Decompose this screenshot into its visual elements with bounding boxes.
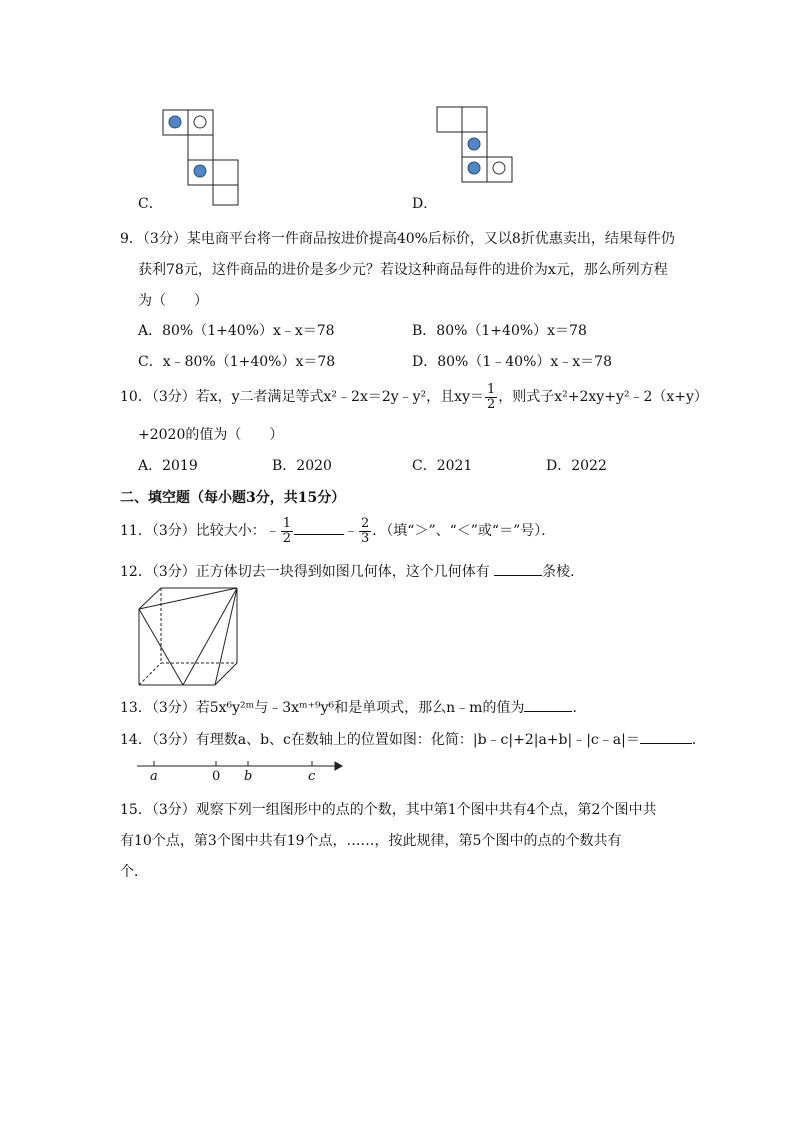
net-square bbox=[462, 107, 487, 132]
net-square bbox=[437, 107, 462, 132]
q10-option-d[interactable]: D．2022 bbox=[546, 458, 607, 474]
label-b: b bbox=[244, 769, 253, 784]
label-0: 0 bbox=[212, 769, 221, 784]
q11-f1-num: 1 bbox=[282, 515, 292, 531]
q13-text: 13．（3分）若5x⁶y²ᵐ与﹣3xᵐ⁺⁹y⁶和是单项式，那么n﹣m的值为 bbox=[120, 700, 525, 716]
q11-f1-den: 2 bbox=[282, 530, 292, 546]
q11-fraction2 bbox=[359, 517, 371, 546]
q11-suffix: ．（填“＞”、“＜”或“＝”号）． bbox=[372, 523, 556, 539]
q12-cut-cube-figure bbox=[135, 585, 245, 690]
q10-prefix: 10．（3分）若x，y二者满足等式x²﹣2x＝2y﹣y²，且xy＝ bbox=[120, 389, 484, 405]
filled-dot bbox=[468, 138, 480, 150]
q9-line2: 获利78元，这件商品的进价是多少元？若设这种商品每件的进价为x元，那么所列方程 bbox=[138, 262, 668, 278]
q15-line1: 15．（3分）观察下列一组图形中的点的个数，其中第1个图中共有4个点，第2个图中共 bbox=[120, 802, 657, 818]
q12-prefix: 12．（3分）正方体切去一块得到如图几何体，这个几何体有 bbox=[120, 564, 495, 580]
q13-line bbox=[120, 697, 586, 717]
empty-dot bbox=[194, 116, 206, 128]
q11-minus1: ﹣ bbox=[265, 523, 280, 539]
q10-option-b[interactable]: B．2020 bbox=[272, 458, 332, 474]
filled-dot bbox=[468, 162, 480, 174]
q12-answer-blank[interactable] bbox=[494, 561, 542, 576]
number-line bbox=[135, 760, 345, 790]
q13-end: ． bbox=[572, 700, 587, 716]
q10-line2: +2020的值为（ ） bbox=[138, 427, 284, 443]
net-square bbox=[213, 160, 238, 185]
q9-line3: 为（ ） bbox=[138, 293, 208, 309]
q9-option-c[interactable]: C．x﹣80%（1+40%）x＝78 bbox=[138, 354, 336, 370]
net-square bbox=[188, 135, 213, 160]
q10-option-c[interactable]: C．2021 bbox=[412, 458, 473, 474]
q11-fraction1 bbox=[281, 517, 293, 546]
q11-minus2: ﹣ bbox=[344, 523, 359, 539]
option-d-net-svg bbox=[435, 105, 515, 185]
q9-option-b[interactable]: B．80%（1+40%）x＝78 bbox=[412, 323, 587, 339]
q12-suffix: 条棱． bbox=[542, 564, 585, 580]
option-c-label[interactable]: C． bbox=[138, 196, 163, 212]
label-a: a bbox=[150, 769, 158, 784]
q10-line1 bbox=[120, 382, 708, 412]
q10-frac-num: 1 bbox=[486, 381, 496, 397]
q13-answer-blank[interactable] bbox=[524, 697, 572, 712]
q10-option-a[interactable]: A．2019 bbox=[138, 458, 198, 474]
cube-edge bbox=[215, 663, 237, 685]
q11-answer-blank[interactable] bbox=[294, 520, 344, 535]
q10-suffix: ，则式子x²+2xy+y²﹣2（x+y） bbox=[498, 389, 708, 405]
q11-f2-num: 2 bbox=[361, 515, 370, 531]
q14-answer-blank[interactable] bbox=[640, 729, 692, 744]
q15-line2: 有10个点，第3个图中共有19个点，……，按此规律，第5个图中的点的个数共有 bbox=[120, 833, 622, 849]
q14-line bbox=[120, 729, 706, 749]
q9-line1: 9．（3分）某电商平台将一件商品按进价提高40%后标价，又以8折优惠卖出，结果每件仍 bbox=[120, 231, 675, 247]
section-heading: 二、填空题（每小题3分，共15分） bbox=[120, 490, 346, 506]
option-d-label[interactable]: D． bbox=[412, 196, 438, 212]
net-square bbox=[213, 185, 238, 205]
cube-edge bbox=[139, 588, 161, 609]
cut-edge bbox=[215, 588, 237, 685]
q11-f2-den: 3 bbox=[361, 530, 370, 546]
cut-edge bbox=[139, 588, 237, 609]
empty-dot bbox=[493, 162, 505, 174]
q11-prefix: 11．（3分）比较大小： bbox=[120, 523, 266, 539]
q12-line bbox=[120, 561, 584, 581]
q15-line3: 个． bbox=[120, 864, 148, 880]
q10-fraction bbox=[485, 383, 497, 412]
option-c-net-svg bbox=[160, 107, 240, 207]
filled-dot bbox=[169, 116, 181, 128]
axis-arrow bbox=[335, 762, 342, 770]
q9-option-a[interactable]: A．80%（1+40%）x﹣x＝78 bbox=[138, 323, 335, 339]
label-c: c bbox=[308, 769, 316, 784]
filled-dot bbox=[194, 165, 206, 177]
q14-text: 14．（3分）有理数a、b、c在数轴上的位置如图：化简：|b﹣c|+2|a+b|﹣|c﹣a|＝ bbox=[120, 732, 640, 748]
hidden-edge bbox=[139, 663, 161, 685]
q11-line bbox=[120, 514, 555, 548]
q9-option-d[interactable]: D．80%（1﹣40%）x﹣x＝78 bbox=[412, 354, 612, 370]
q10-frac-den: 2 bbox=[486, 396, 496, 412]
q14-end: ． bbox=[691, 732, 706, 748]
